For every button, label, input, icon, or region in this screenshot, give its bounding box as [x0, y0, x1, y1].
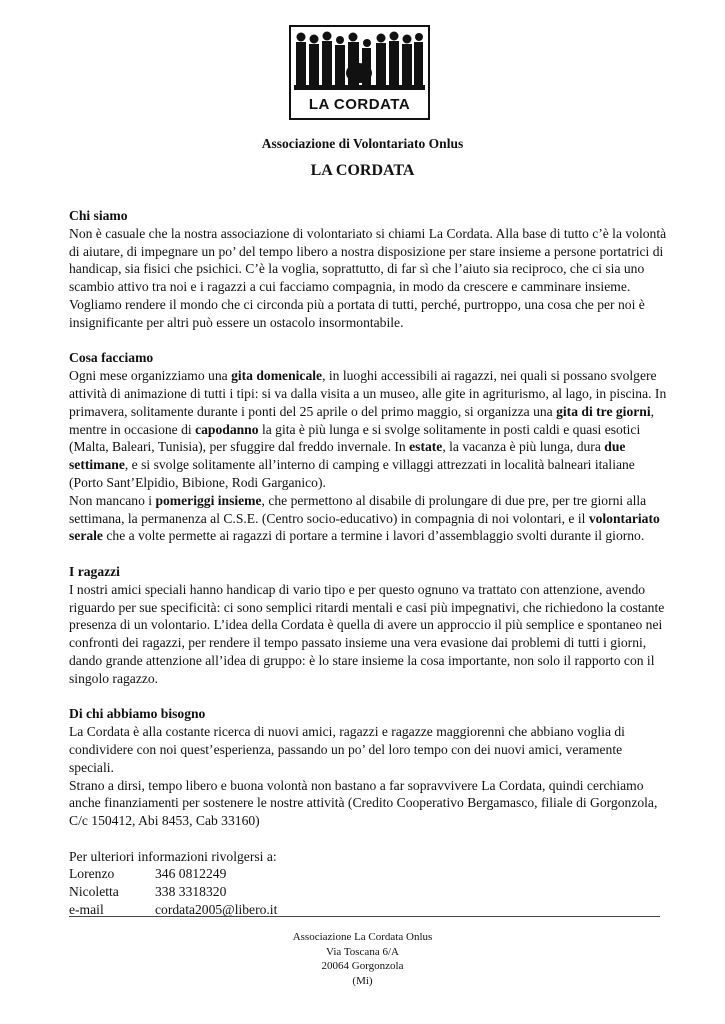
subtitle: Associazione di Volontariato Onlus	[261, 136, 464, 151]
contact-label: e-mail	[69, 902, 104, 918]
section-heading: Di chi abbiamo bisogno	[69, 706, 206, 722]
sections	[69, 207, 669, 830]
contacts-intro: Per ulteriori informazioni rivolgersi a:	[69, 848, 277, 864]
section	[69, 563, 669, 688]
text-run: che a volte permette ai ragazzi di portare a termine i lavori d’assemblaggio svolti durante il giorno.	[102, 528, 645, 544]
contact-row	[69, 883, 669, 901]
section	[69, 207, 669, 332]
bold-text: capodanno	[195, 421, 259, 437]
contact-value: 338 3318320	[155, 884, 227, 900]
logo	[289, 25, 430, 120]
bold-text: pomeriggi insieme	[155, 492, 262, 508]
bold-text: estate	[409, 439, 443, 455]
contact-value: 346 0812249	[155, 866, 227, 882]
section-heading: I ragazzi	[69, 563, 120, 579]
bold-text: volontariato serale	[69, 510, 660, 544]
paragraph	[69, 225, 669, 332]
text-run: , e si svolge solitamente all’interno di camping e villaggi attrezzati in località balneari italiane (Porto Sant’Elpidio, Bibione, Rodi Garganico).	[69, 457, 635, 490]
text-run: Non è casuale che la nostra associazione di volontariato si chiami La Cordata. Alla base di tutto c’è la volontà di aiutare, di impegnare un po’ del tempo libero a nostra disposizione per stare insieme a persone portatrici di handicap, sia fisici che psichici. C’è la voglia, soprattutto, di far sì che l’aiuto sia reciproco, che ci sia uno scambio attivo tra noi e i ragazzi a cui facciamo compagnia, in modo da crescere e camminare insieme. Vogliamo rendere il mondo che ci circonda più a portata di tutti, perché, purtroppo, una cosa che per noi è insignificante per altri può essere un ostacolo insormontabile.	[69, 225, 667, 330]
contact-row	[69, 865, 669, 883]
paragraph	[69, 777, 669, 830]
footer-line: Via Toscana 6/A	[326, 945, 399, 958]
text-run: , in luoghi accessibili ai ragazzi, nei quali si possano svolgere attività di animazione di tutti i tipi: si va dalla visita a un museo, alle gite in agriturismo, al lago, in piscina. In primavera, solitamente durante i ponti del 25 aprile o del primo maggio, si organizza una	[69, 368, 667, 419]
footer-line: 20064 Gorgonzola	[321, 960, 404, 972]
contact-label: Nicoletta	[69, 884, 119, 900]
bold-text: gita di tre giorni	[556, 403, 651, 419]
text-run: Strano a dirsi, tempo libero e buona volontà non bastano a far sopravvivere La Cordata, quindi cerchiamo anche finanziamenti per sostenere le nostre attività (Credito Cooperativo Bergamasco, filiale di Gorgonzola, C/c 150412, Abi 8453, Cab 33160)	[69, 777, 658, 829]
contacts	[69, 848, 669, 919]
paragraph	[69, 367, 669, 492]
paragraph	[69, 492, 669, 545]
footer	[0, 930, 725, 988]
section	[69, 705, 669, 830]
text-run: Ogni mese organizziamo una	[69, 368, 232, 384]
text-run: I nostri amici speciali hanno handicap di vario tipo e per questo ognuno va trattato con attenzione, avendo riguardo per sue specificità: ci sono semplici ritardi mentali e casi più impegnativi, che richiedono la costante presenza di un volontario. L’idea della Cordata è quella di avere un approccio il più semplice e spontaneo nei confronti dei ragazzi, per rendere il tempo passato insieme una vera evasione dai problemi di tutti i giorni, dando grande attenzione all’idea di gruppo: è lo stare insieme la cosa importante, non solo il rapporto con il singolo ragazzo.	[69, 581, 665, 686]
footer-line: (Mi)	[352, 974, 373, 987]
text-run: La Cordata è alla costante ricerca di nuovi amici, ragazzi e ragazze maggiorenni che abbiano voglia di condividere con noi quest’esperienza, passando un po’ del loro tempo con dei nuovi amici, veramente speciali.	[69, 724, 625, 775]
text-run: , che permettono al disabile di prolungare di due pre, per tre giorni alla settimana, la permanenza al C.S.E. (Centro socio-educativo) in compagnia di noi volontari, e il	[69, 492, 647, 526]
contact-email[interactable]: cordata2005@libero.it	[155, 902, 278, 918]
section-heading: Chi siamo	[69, 208, 128, 223]
text-run: , la vacanza è più lunga, dura	[442, 439, 605, 455]
contact-label: Lorenzo	[69, 866, 115, 882]
section	[69, 349, 669, 545]
section-heading: Cosa facciamo	[69, 350, 154, 366]
text-run: Non mancano i	[69, 492, 156, 508]
logo-text: LA CORDATA	[308, 96, 411, 113]
paragraph	[69, 581, 669, 688]
bold-text: due settimane	[69, 439, 626, 473]
paragraph	[69, 723, 669, 776]
page-title: LA CORDATA	[310, 162, 415, 179]
footer-divider	[69, 916, 660, 917]
text-run: , mentre in occasione di	[69, 403, 655, 437]
footer-line: Associazione La Cordata Onlus	[292, 931, 433, 943]
text-run: la gita è più lunga e si svolge solitamente in posti caldi e quasi esotici (Malta, Baleari, Tunisia), per sfuggire dal freddo invernale. In	[69, 421, 641, 455]
document-body	[69, 207, 669, 919]
bold-text: gita domenicale	[231, 368, 323, 384]
